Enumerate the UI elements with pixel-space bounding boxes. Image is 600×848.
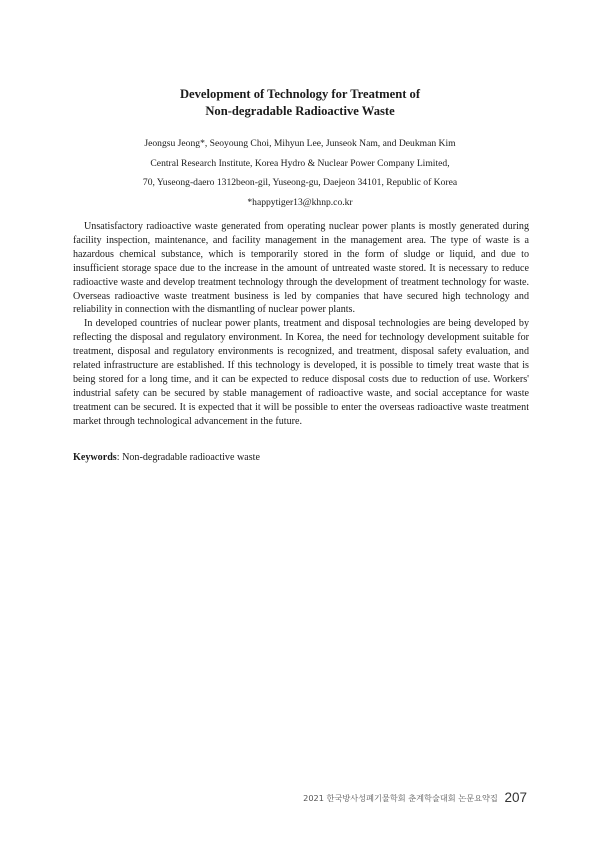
- abstract-paragraph-1: Unsatisfactory radioactive waste generated from operating nuclear power plants is mostly generated during facility inspection, maintenance, and facility management in the management area. The type of waste is a hazardous chemical substance, which is temporarily stored in the form of sludge or liquid, and due to insufficient storage space due to the increase in the amount of untreated waste stored. It is necessary to reduce radioactive waste and develop treatment technology through the development of treatment technology for waste. Overseas radioactive waste treatment business is led by companies that have secured high technology and reliability in connection with the dismantling of nuclear power plants.: [73, 221, 529, 316]
- author-block: [0, 134, 600, 212]
- abstract-paragraph-2: In developed countries of nuclear power plants, treatment and disposal technologies are being developed by reflecting the disposal and regulatory environment. In Korea, the need for technology development suitable for treatment, disposal and regulatory environments is recognized, and treatment, disposal safety evaluation, and related infrastructure are established. If this technology is developed, it is possible to timely treat waste that is being stored for a long time, and it can be expected to reduce disposal costs due to reduction of use. Workers' industrial safety can be secured by stable management of radioactive waste, and social acceptance for waste treatment can be secured. It is expected that it will be possible to enter the overseas radioactive waste treatment market through technological advancement in the future.: [73, 318, 529, 427]
- keywords-text: : Non-degradable radioactive waste: [116, 452, 260, 463]
- corresponding-email: *happytiger13@khnp.co.kr: [247, 196, 353, 208]
- affiliation: Central Research Institute, Korea Hydro & Nuclear Power Company Limited,: [150, 157, 450, 169]
- page-footer: [303, 790, 527, 805]
- keywords-label: Keywords: [73, 452, 117, 463]
- page-number: 207: [504, 790, 527, 805]
- keywords: [73, 451, 260, 465]
- proceedings-title: 2021 한국방사성폐기물학회 춘계학술대회 논문요약집: [303, 793, 498, 803]
- paper-title-line-1: Development of Technology for Treatment of: [179, 87, 421, 101]
- paper-title-line-2: Non-degradable Radioactive Waste: [205, 104, 395, 118]
- author-list: Jeongsu Jeong*, Seoyoung Choi, Mihyun Lee, Junseok Nam, and Deukman Kim: [144, 138, 456, 149]
- abstract: [73, 220, 529, 429]
- address: 70, Yuseong-daero 1312beon-gil, Yuseong-gu, Daejeon 34101, Republic of Korea: [142, 177, 458, 189]
- paper-title: [0, 86, 600, 120]
